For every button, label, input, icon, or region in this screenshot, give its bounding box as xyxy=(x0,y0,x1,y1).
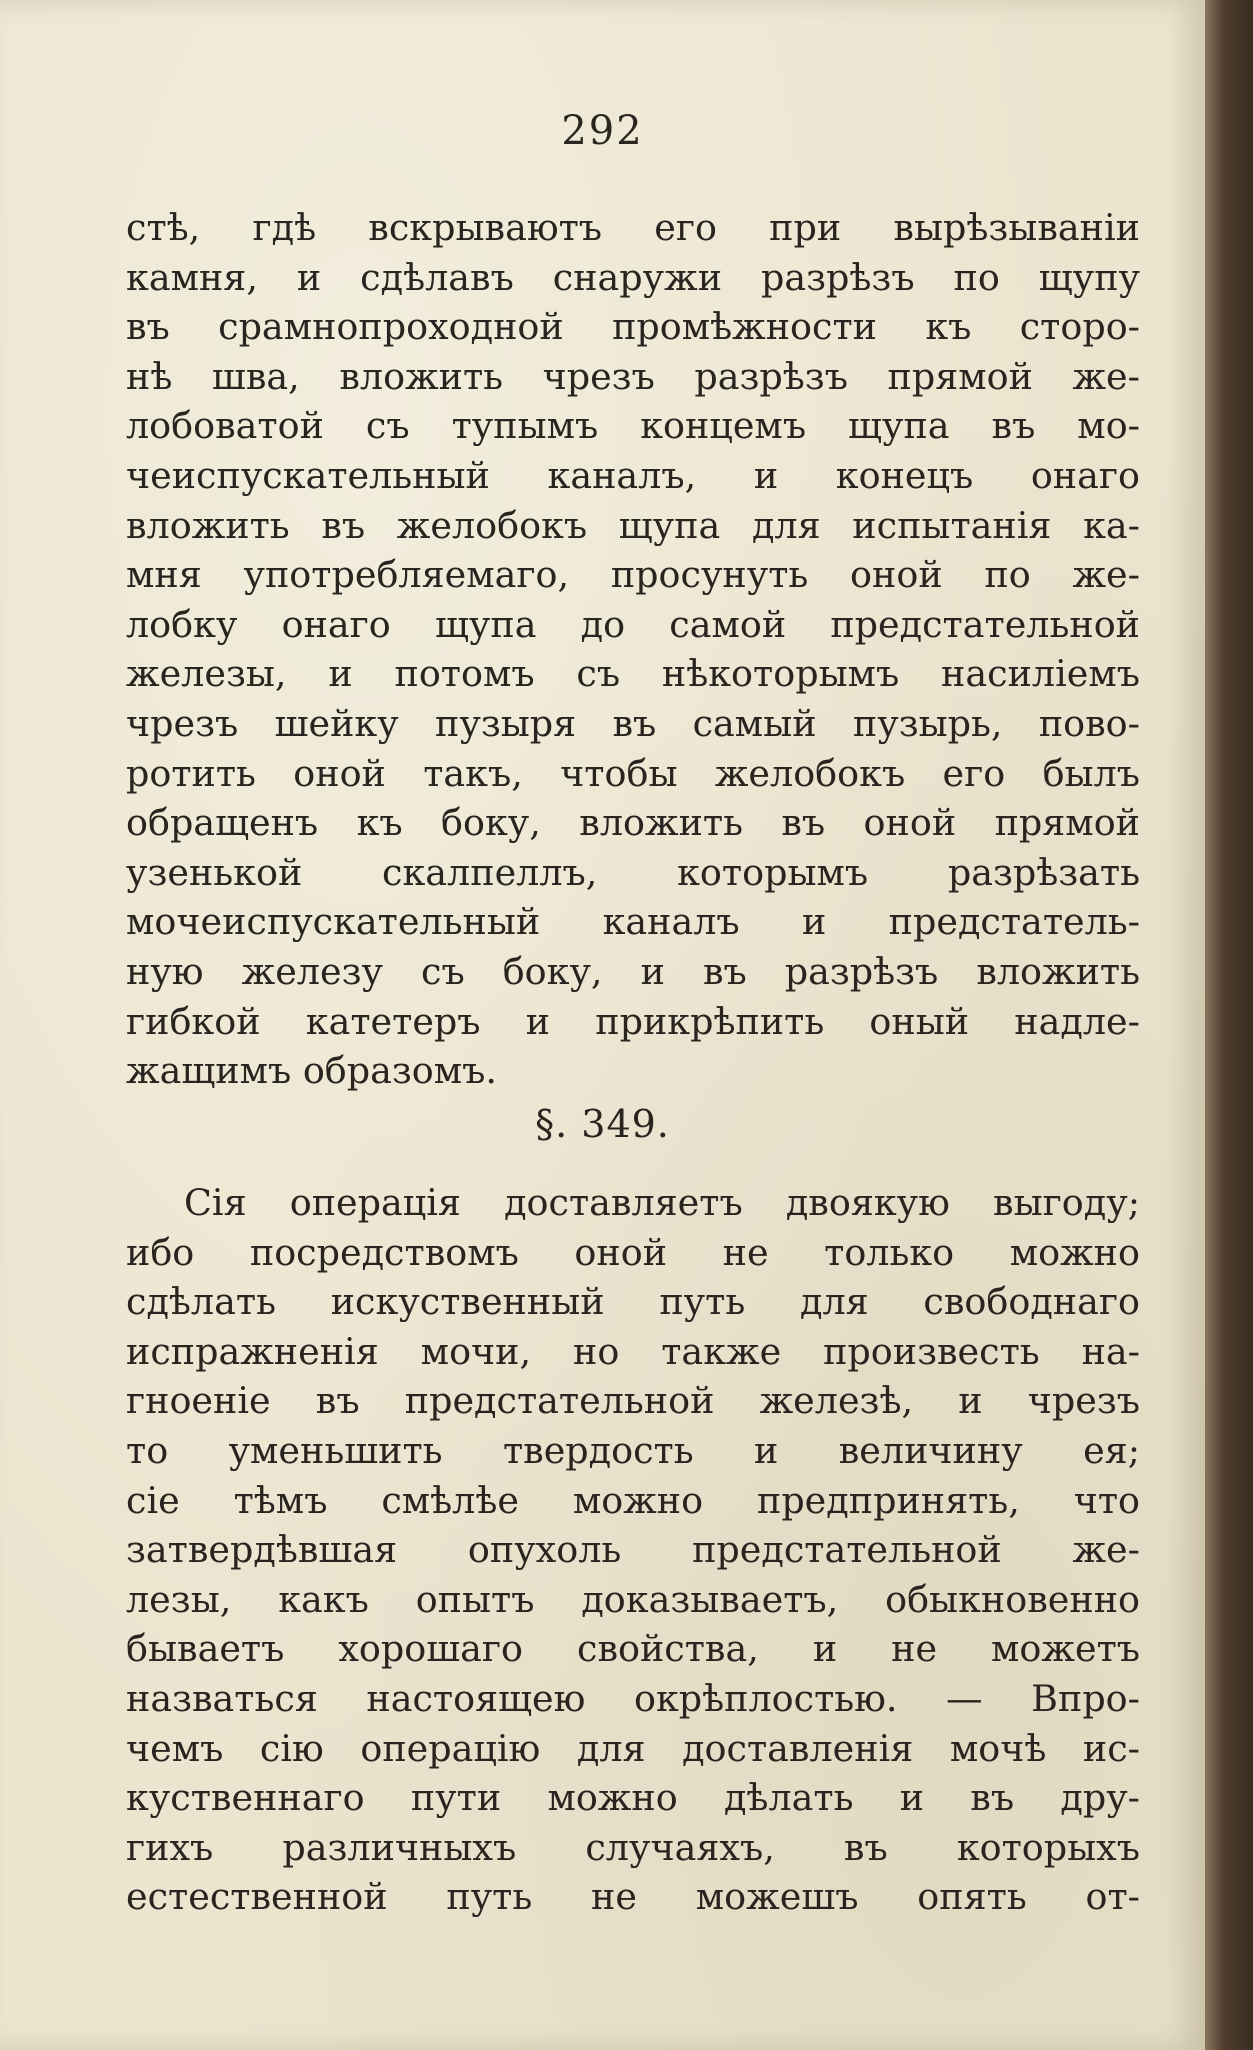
text-line: обращенъ къ боку, вложить въ оной прямой xyxy=(126,801,1140,845)
text-line: гихъ различныхъ случаяхъ, въ которыхъ xyxy=(126,1825,1140,1869)
text-line: стѣ, гдѣ вскрываютъ его при вырѣзываніи xyxy=(126,206,1140,249)
text-line: затвердѣвшая опухоль предстательной же- xyxy=(126,1528,1140,1572)
text-line: сдѣлать искуственный путь для свободнаго xyxy=(126,1280,1140,1324)
text-line: жащимъ образомъ. xyxy=(126,1049,497,1093)
text-line: то уменьшить твердость и величину ея; xyxy=(126,1428,1140,1472)
text-line: мочеиспускательный каналъ и предстатель- xyxy=(126,900,1140,944)
text-line: узенькой скалпеллъ, которымъ разрѣзать xyxy=(126,850,1140,894)
text-line: лобоватой съ тупымъ концемъ щупа въ мо- xyxy=(126,404,1140,448)
paragraph-continued xyxy=(126,203,1140,1096)
text-line: ротить оной такъ, чтобы желобокъ его былъ xyxy=(126,751,1140,795)
section-heading: §. 349. xyxy=(535,1102,670,1146)
text-line: естественной путь не можешъ опять от- xyxy=(126,1875,1140,1919)
text-line: ную железу съ боку, и въ разрѣзъ вложить xyxy=(126,949,1140,993)
text-line: камня, и сдѣлавъ снаружи разрѣзъ по щупу xyxy=(126,255,1140,299)
text-line: ибо посредствомъ оной не только можно xyxy=(126,1230,1140,1274)
page-edge xyxy=(1205,0,1253,2050)
text-line: сіе тѣмъ смѣлѣе можно предпринять, что xyxy=(126,1478,1140,1522)
text-line: въ срамнопроходной промѣжности къ сторо- xyxy=(126,305,1140,349)
text-line: лезы, какъ опытъ доказываетъ, обыкновенно xyxy=(126,1577,1140,1621)
text-line: бываетъ хорошаго свойства, и не можетъ xyxy=(126,1627,1140,1671)
text-line: куственнаго пути можно дѣлать и въ дру- xyxy=(126,1776,1140,1820)
text-line: чеиспускательный каналъ, и конецъ онаго xyxy=(126,453,1140,497)
text-line: железы, и потомъ съ нѣкоторымъ насиліемъ xyxy=(126,652,1140,696)
text-line: нѣ шва, вложить чрезъ разрѣзъ прямой же- xyxy=(126,354,1140,398)
text-line: вложить въ желобокъ щупа для испытанія ка- xyxy=(126,503,1140,547)
text-line: испражненія мочи, но также произвесть на- xyxy=(126,1329,1140,1373)
text-line: Сія операція доставляетъ двоякую выгоду; xyxy=(184,1181,1140,1224)
section-paragraph xyxy=(126,1178,1140,1922)
page-number: 292 xyxy=(561,108,644,154)
text-line: чрезъ шейку пузыря въ самый пузырь, пово- xyxy=(126,701,1140,745)
text-line: лобку онаго щупа до самой предстательной xyxy=(126,602,1140,646)
text-line: назваться настоящею окрѣплостью. — Впро- xyxy=(126,1676,1140,1720)
text-line: гноеніе въ предстательной железѣ, и чрезъ xyxy=(126,1379,1140,1423)
text-line: гибкой катетеръ и прикрѣпить оный надле- xyxy=(126,999,1140,1043)
text-line: мня употребляемаго, просунуть оной по же- xyxy=(126,553,1140,597)
text-line: чемъ сію операцію для доставленія мочѣ ис- xyxy=(126,1726,1140,1770)
